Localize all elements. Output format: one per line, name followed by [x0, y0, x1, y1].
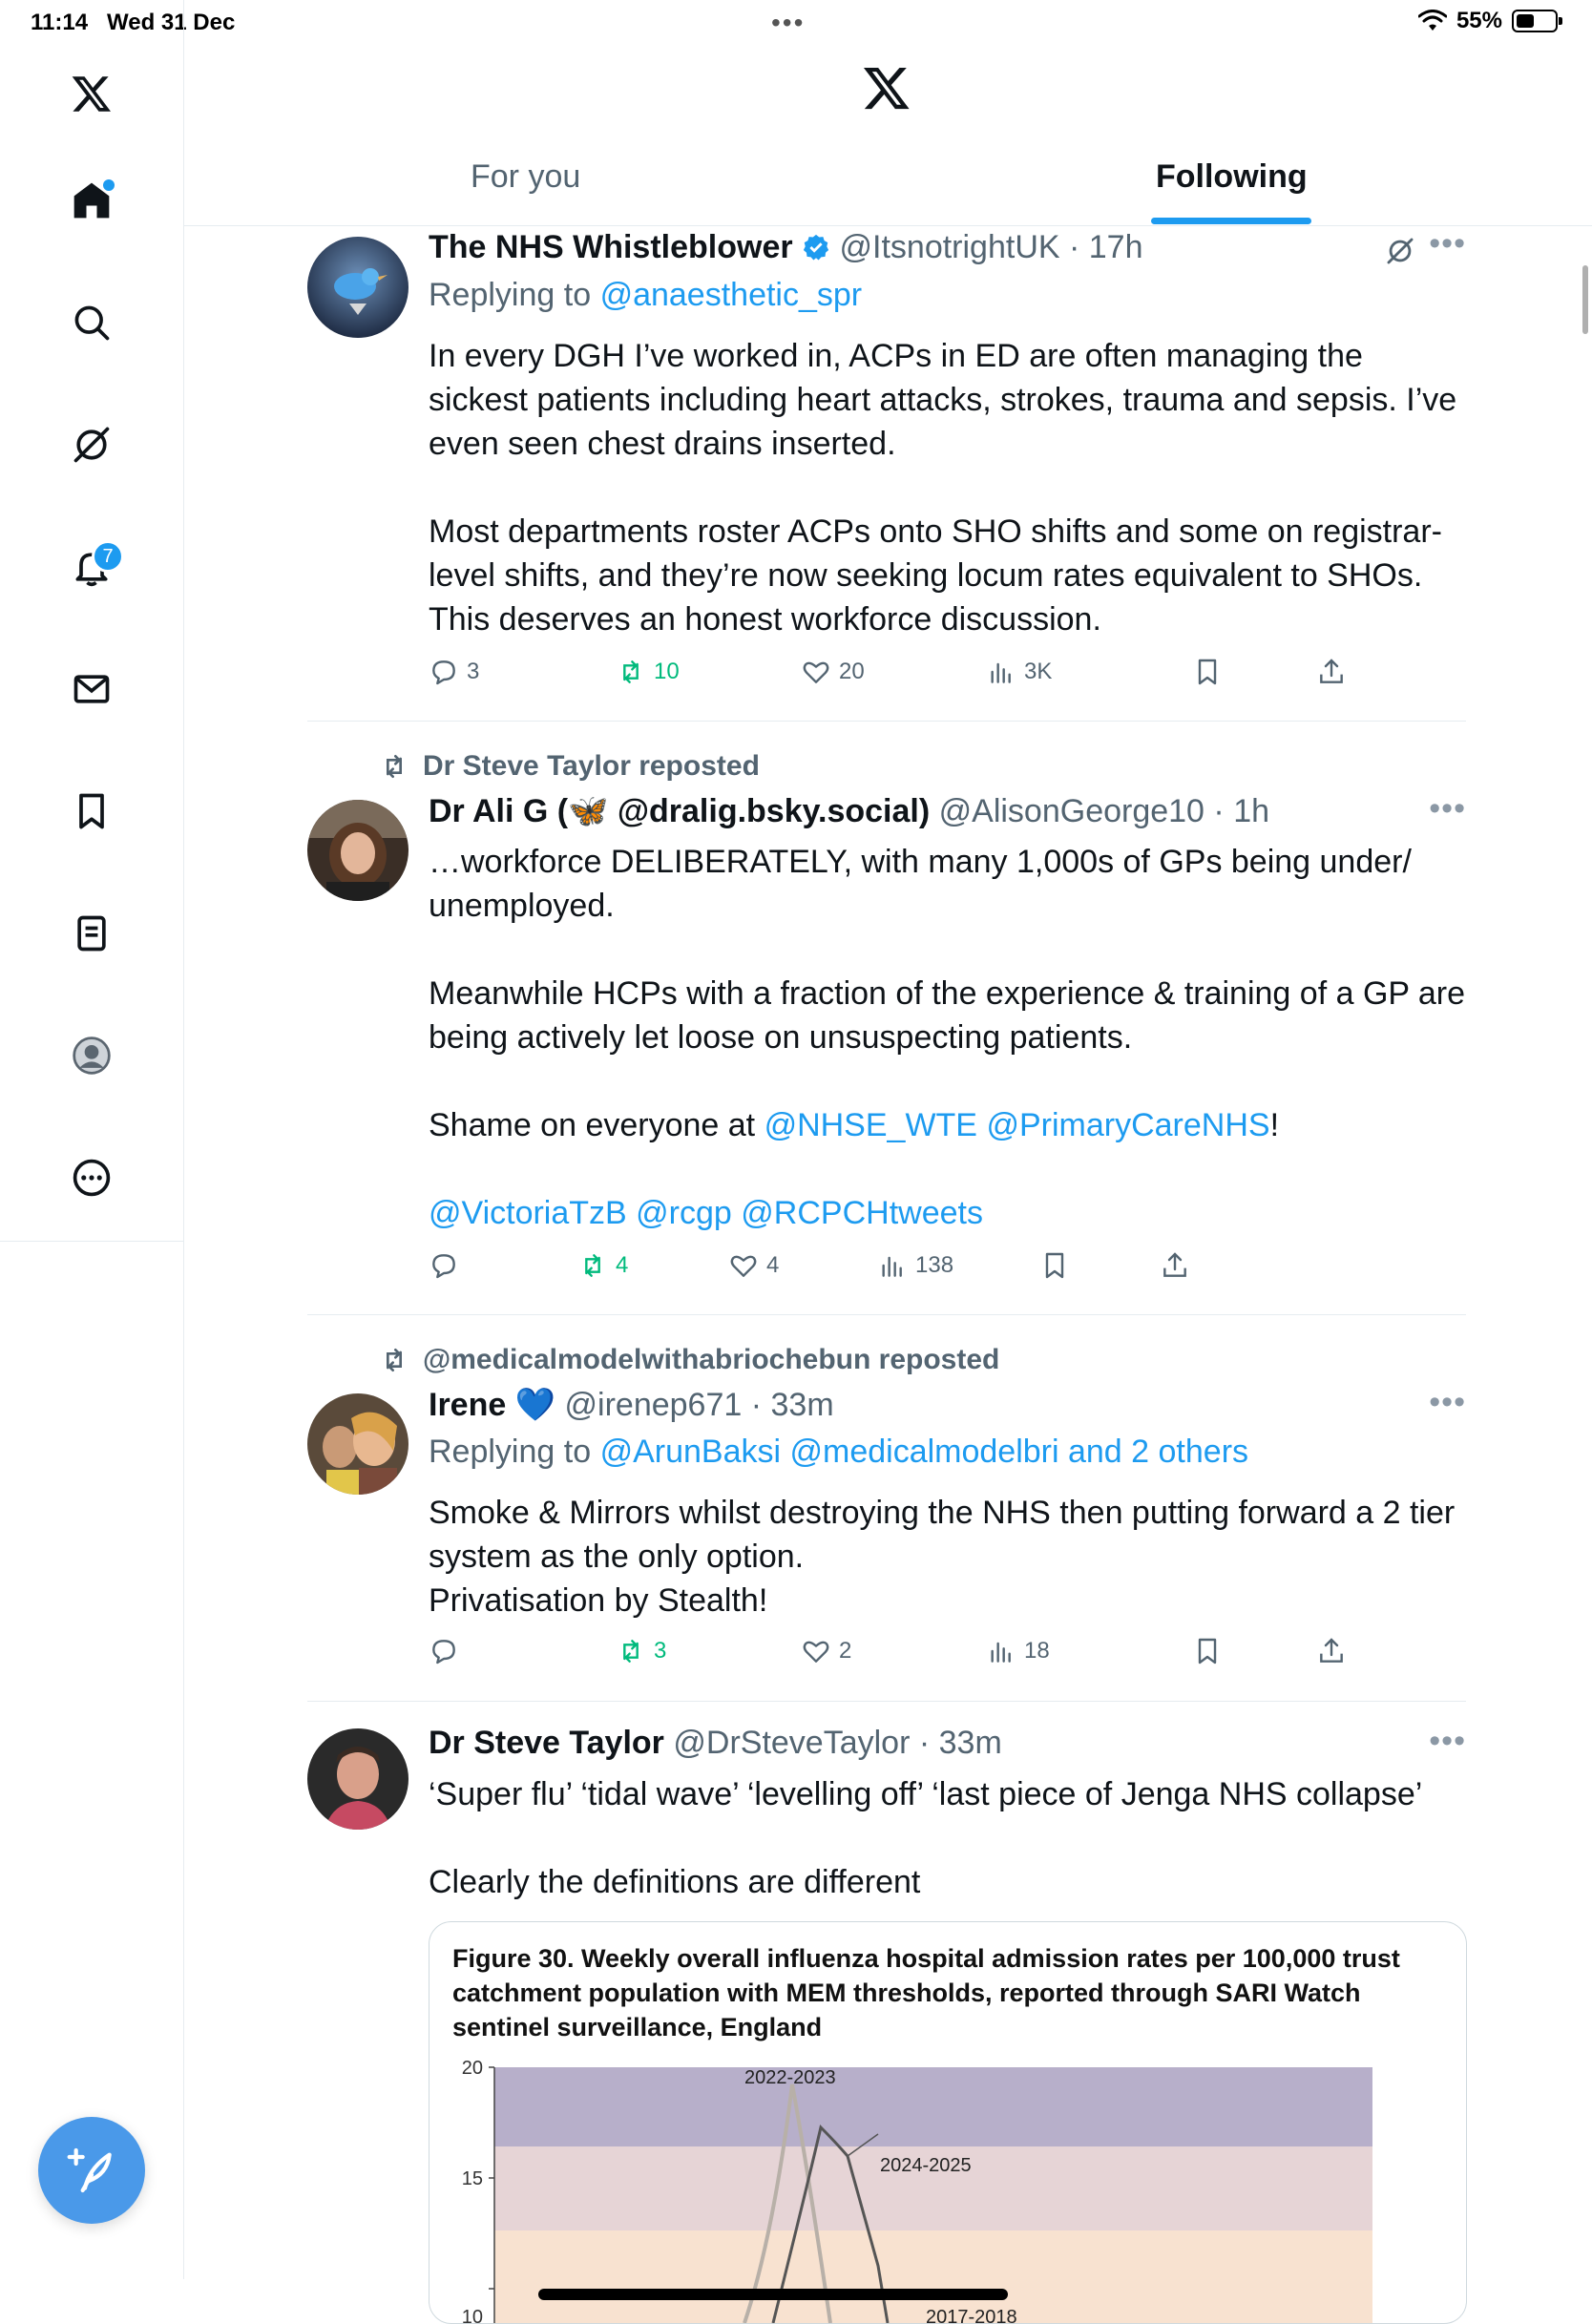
- tweet-paragraph: Most departments roster ACPs onto SHO shifts and some on registrar-level shifts, and they’re now seeking locum rates equivalent to SHOs. This deserves an honest workforce discussion.: [429, 513, 1442, 638]
- bookmark-icon: [1192, 1636, 1223, 1666]
- battery-icon: [1512, 10, 1558, 32]
- tweet[interactable]: [307, 1315, 1466, 1702]
- tweet-text: [429, 840, 1469, 1235]
- heart-icon: [801, 657, 831, 687]
- tweet-header: [429, 792, 1269, 830]
- reply-icon: [429, 1250, 459, 1281]
- repost-count: 3: [654, 1638, 667, 1664]
- author-handle[interactable]: @AlisonGeorge10: [938, 793, 1204, 829]
- blue-heart-emoji: 💙: [514, 1387, 556, 1423]
- author-name[interactable]: Irene: [429, 1387, 507, 1423]
- status-right: [1418, 8, 1558, 34]
- repost-count: 10: [654, 659, 680, 684]
- tweet-paragraph: In every DGH I’ve worked in, ACPs in ED are often managing the sickest patients including heart attacks, strokes, trauma and sepsis. I’ve even seen chest drains inserted.: [429, 338, 1457, 462]
- author-name[interactable]: The NHS Whistleblower: [429, 229, 793, 265]
- lists-icon[interactable]: [63, 905, 120, 962]
- avatar[interactable]: [307, 1393, 408, 1495]
- share-icon: [1316, 657, 1347, 687]
- mention-link[interactable]: @VictoriaTzB: [429, 1195, 627, 1231]
- share-icon: [1160, 1250, 1190, 1281]
- views-button[interactable]: [877, 1250, 953, 1281]
- multitasking-dots-icon[interactable]: •••: [771, 8, 806, 37]
- tweet-paragraph: Smoke & Mirrors whilst destroying the NHS then putting forward a 2 tier system as the only option.: [429, 1495, 1456, 1575]
- repost-button[interactable]: [577, 1250, 628, 1281]
- status-time: 11:14: [31, 10, 89, 35]
- avatar[interactable]: [307, 1728, 408, 1830]
- tweet-paragraph: …workforce DELIBERATELY, with many 1,000s of GPs being under/ unemployed.: [429, 844, 1412, 924]
- mention-link[interactable]: @rcgp: [636, 1195, 732, 1231]
- status-date: Wed 31 Dec: [107, 10, 236, 35]
- bookmark-icon: [1039, 1250, 1070, 1281]
- reply-icon: [429, 657, 459, 687]
- action-bar: [429, 657, 1383, 695]
- series-label: 2017-2018: [926, 2307, 1017, 2323]
- heart-icon: [801, 1636, 831, 1666]
- action-bar: [429, 1636, 1383, 1674]
- sidebar: [0, 0, 184, 2279]
- views-chart-icon: [877, 1250, 908, 1281]
- tweet-paragraph: [429, 1103, 1469, 1147]
- mention-link[interactable]: @RCPCHtweets: [741, 1195, 983, 1231]
- active-tab-indicator: [1151, 218, 1311, 224]
- repost-button[interactable]: [616, 1636, 666, 1666]
- replying-to: [429, 1434, 1248, 1471]
- more-options-icon[interactable]: •••: [1429, 1384, 1466, 1420]
- grok-icon[interactable]: [63, 416, 120, 473]
- profile-avatar-icon[interactable]: [63, 1027, 120, 1084]
- y-tick-label: 10: [461, 2307, 483, 2323]
- replying-to-handle[interactable]: @anaesthetic_spr: [599, 277, 863, 313]
- grok-analyze-icon[interactable]: [1384, 235, 1416, 267]
- bookmark-icon: [1192, 657, 1223, 687]
- text-segment: Shame on everyone at: [429, 1107, 765, 1143]
- reply-icon: [429, 1636, 459, 1666]
- like-button[interactable]: [728, 1250, 779, 1281]
- figure-title: Figure 30. Weekly overall influenza hospital admission rates per 100,000 trust catchment population with MEM thresholds, reported through SARI Watch sentinel surveillance, England: [452, 1944, 1400, 2041]
- notification-badge: 7: [92, 540, 124, 573]
- avatar[interactable]: [307, 237, 408, 338]
- post-time[interactable]: 33m: [770, 1387, 834, 1423]
- tweet[interactable]: [307, 225, 1466, 722]
- separator-dot: ·: [1059, 229, 1089, 265]
- status-bar: [0, 0, 1592, 44]
- media-card[interactable]: [429, 1921, 1467, 2324]
- tweet-header: [429, 229, 1143, 266]
- home-unread-dot: [103, 179, 115, 191]
- tweet-text: [429, 1772, 1469, 1904]
- replying-to-handles[interactable]: @ArunBaksi @medicalmodelbri and 2 others: [599, 1434, 1249, 1470]
- tweet-paragraph: Clearly the definitions are different: [429, 1864, 921, 1900]
- y-tick-label: 15: [461, 2168, 483, 2189]
- post-time[interactable]: 33m: [938, 1725, 1002, 1761]
- separator-dot: ·: [742, 1387, 771, 1423]
- tweet-text: [429, 1491, 1469, 1623]
- repost-icon: [616, 1636, 646, 1666]
- wifi-icon: [1418, 10, 1447, 32]
- repost-button[interactable]: [616, 657, 680, 687]
- views-button[interactable]: [986, 1636, 1050, 1666]
- bookmark-button[interactable]: [1192, 657, 1223, 687]
- bookmark-button[interactable]: [1192, 1636, 1223, 1666]
- share-button[interactable]: [1316, 1636, 1347, 1666]
- post-time[interactable]: 17h: [1088, 229, 1143, 265]
- share-button[interactable]: [1316, 657, 1347, 687]
- reply-button[interactable]: [429, 1636, 467, 1666]
- mention-link[interactable]: @PrimaryCareNHS: [986, 1107, 1270, 1143]
- messages-envelope-icon[interactable]: [63, 660, 120, 718]
- like-count: 2: [839, 1638, 852, 1664]
- feather-plus-icon: [65, 2144, 118, 2197]
- tweet-header: [429, 1386, 834, 1424]
- replying-to: [429, 277, 862, 314]
- series-label: 2024-2025: [880, 2155, 972, 2176]
- reply-count: 3: [467, 659, 480, 684]
- compose-post-button[interactable]: [38, 2117, 145, 2224]
- share-button[interactable]: [1160, 1250, 1190, 1281]
- y-tick-label: 20: [461, 2058, 483, 2079]
- action-bar: [429, 1250, 1383, 1288]
- views-chart-icon: [986, 657, 1016, 687]
- more-options-icon[interactable]: [63, 1149, 120, 1206]
- text-segment: !: [1269, 1107, 1280, 1143]
- x-logo-icon[interactable]: [63, 65, 120, 122]
- verified-badge-icon: [802, 233, 830, 262]
- repost-count: 4: [616, 1252, 629, 1278]
- tab-for-you[interactable]: For you: [471, 158, 581, 195]
- bookmark-button[interactable]: [1039, 1250, 1070, 1281]
- reposted-by-text[interactable]: Dr Steve Taylor reposted: [423, 750, 760, 782]
- series-label: 2022-2023: [744, 2067, 836, 2088]
- reply-button[interactable]: [429, 1250, 467, 1281]
- threshold-band-very-high: [494, 2067, 1372, 2146]
- author-handle[interactable]: @irenep671: [564, 1387, 743, 1423]
- like-count: 20: [839, 659, 865, 684]
- view-count: 3K: [1024, 659, 1053, 684]
- post-time[interactable]: 1h: [1233, 793, 1270, 829]
- repost-small-icon: [379, 1345, 409, 1375]
- timeline-header: [184, 44, 1592, 226]
- author-handle[interactable]: @DrSteveTaylor: [673, 1725, 911, 1761]
- more-options-icon[interactable]: •••: [1429, 790, 1466, 827]
- home-icon[interactable]: [63, 172, 120, 229]
- tab-following[interactable]: Following: [1156, 158, 1308, 195]
- mention-link[interactable]: @NHSE_WTE: [764, 1107, 977, 1143]
- battery-percent: 55%: [1456, 8, 1502, 33]
- share-icon: [1316, 1636, 1347, 1666]
- views-chart-icon: [986, 1636, 1016, 1666]
- bookmarks-icon[interactable]: [63, 783, 120, 840]
- influenza-chart: [429, 2046, 1466, 2323]
- search-icon[interactable]: [63, 294, 120, 351]
- repost-small-icon: [379, 751, 409, 782]
- tweet-paragraph: Privatisation by Stealth!: [429, 1582, 768, 1619]
- like-count: 4: [766, 1252, 780, 1278]
- tweet[interactable]: [307, 722, 1466, 1315]
- repost-icon: [577, 1250, 608, 1281]
- x-header-logo-icon[interactable]: [862, 63, 911, 117]
- repost-icon: [616, 657, 646, 687]
- author-name[interactable]: Dr Ali G (🦋 @dralig.bsky.social): [429, 793, 931, 829]
- author-handle[interactable]: @ItsnotrightUK: [839, 229, 1060, 265]
- tweet[interactable]: [307, 1702, 1466, 2323]
- tweet-paragraph: ‘Super flu’ ‘tidal wave’ ‘levelling off’ ‘last piece of Jenga NHS collapse’: [429, 1776, 1423, 1812]
- reposted-by: [379, 1344, 999, 1376]
- like-button[interactable]: [801, 1636, 851, 1666]
- tweet-paragraph: [429, 1191, 1469, 1235]
- separator-dot: ·: [910, 1725, 939, 1761]
- author-name[interactable]: Dr Steve Taylor: [429, 1725, 664, 1761]
- separator-dot: ·: [1204, 793, 1234, 829]
- reposted-by: [379, 750, 760, 783]
- more-options-icon[interactable]: •••: [1429, 225, 1466, 262]
- more-options-icon[interactable]: •••: [1429, 1723, 1466, 1759]
- view-count: 18: [1024, 1638, 1050, 1664]
- tweet-paragraph: Meanwhile HCPs with a fraction of the experience & training of a GP are being actively let loose on unsuspecting patients.: [429, 975, 1466, 1056]
- heart-icon: [728, 1250, 759, 1281]
- reply-button[interactable]: [429, 657, 479, 687]
- scrollbar[interactable]: [1582, 265, 1588, 334]
- tweet-header: [429, 1725, 1002, 1762]
- reposted-by-text[interactable]: @medicalmodelwithabriochebun reposted: [423, 1344, 1000, 1375]
- view-count: 138: [915, 1252, 954, 1278]
- tweet-text: [429, 334, 1469, 641]
- avatar[interactable]: [307, 800, 408, 901]
- sidebar-divider: [0, 1241, 183, 1242]
- views-button[interactable]: [986, 657, 1052, 687]
- replying-to-prefix: Replying to: [429, 277, 592, 313]
- notifications-bell-icon[interactable]: [63, 538, 120, 596]
- replying-to-prefix: Replying to: [429, 1434, 592, 1470]
- like-button[interactable]: [801, 657, 865, 687]
